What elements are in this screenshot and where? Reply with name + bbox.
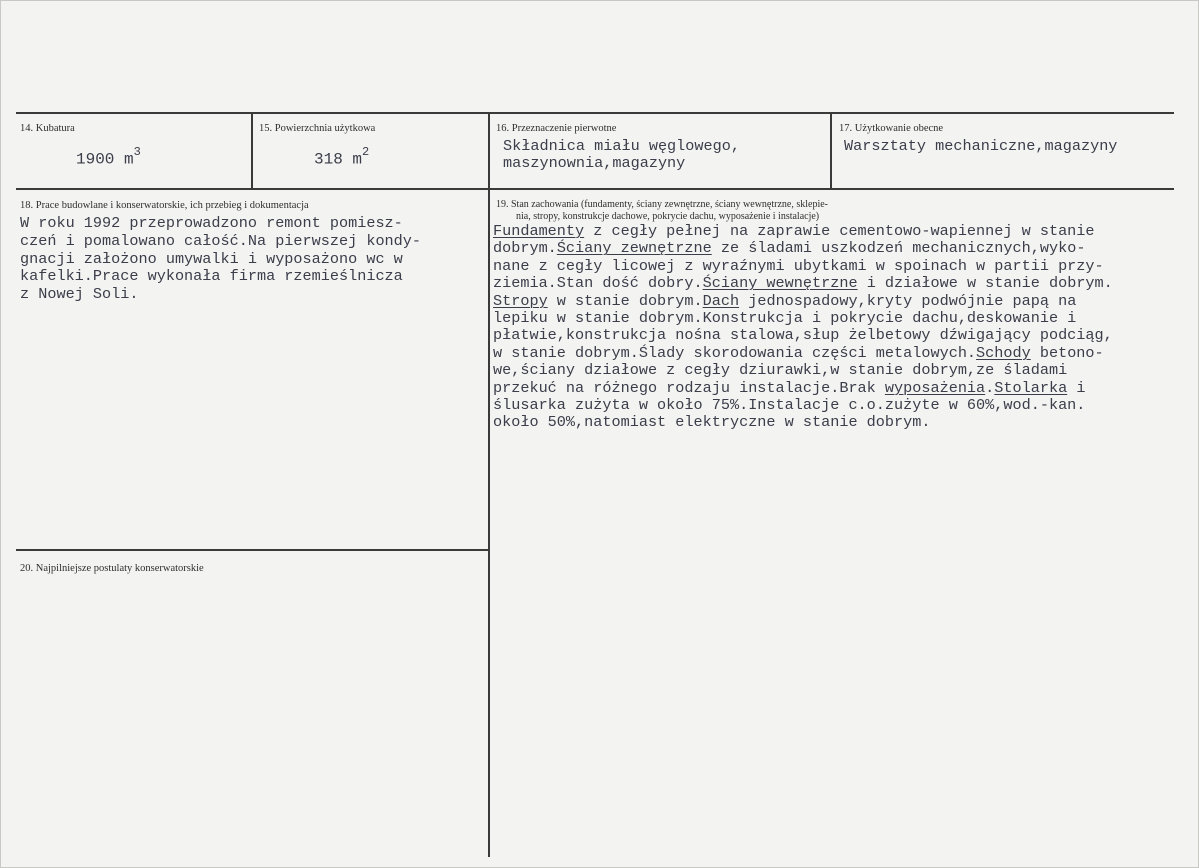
text-segment: ze śladami uszkodzeń mechanicznych,wyko- (711, 239, 1086, 258)
postulaty-label: 20. Najpilniejsze postulaty konserwatorskie (20, 563, 204, 574)
text-segment: z cegły pełnej na zaprawie cementowo-wapiennej w stanie (584, 222, 1095, 240)
underlined-term: Stolarka (994, 378, 1068, 397)
text-segment: około 50%,natomiast elektryczne w stanie dobrym. (493, 413, 931, 432)
text-segment: w stanie dobrym.Ślady skorodowania części metalowych. (493, 343, 977, 362)
underlined-term: Schody (976, 343, 1031, 362)
stan-line (493, 327, 1113, 344)
kubatura-number: 1900 m (76, 150, 134, 169)
stan-line (493, 345, 1104, 362)
divider-15-16 (488, 112, 490, 857)
kubatura-value (76, 146, 141, 169)
divider-16-17 (830, 112, 832, 190)
text-segment: w stanie dobrym. (547, 291, 703, 310)
stan-line (493, 240, 1085, 257)
powierzchnia-label: 15. Powierzchnia użytkowa (259, 123, 376, 134)
text-segment: dobrym. (493, 239, 557, 258)
underlined-term: Ściany zewnętrzne (556, 239, 712, 258)
powierzchnia-number: 318 m (314, 150, 363, 169)
stan-label (496, 199, 828, 223)
prace-line: czeń i pomalowano całość.Na pierwszej kondy- (20, 232, 422, 250)
stan-line (493, 223, 1095, 240)
powierzchnia-value (314, 146, 369, 169)
section-20-rule (16, 549, 488, 551)
przeznaczenie-label: 16. Przeznaczenie pierwotne (496, 123, 617, 134)
text-segment: ślusarka zużyta w około 75%.Instalacje c.o.zużyte w 60%,wod.-kan. (493, 396, 1086, 414)
prace-line: z Nowej Soli. (20, 285, 139, 303)
underlined-term: wyposażenia (884, 378, 986, 397)
stan-line (493, 275, 1113, 292)
stan-line (493, 362, 1067, 379)
prace-line: gnacji założono umywalki i wyposażono wc w (20, 250, 403, 268)
prace-line: W roku 1992 przeprowadzono remont pomiesz- (20, 214, 403, 232)
stan-line (493, 310, 1076, 327)
text-segment: i (1067, 378, 1086, 397)
uzytkowanie-label: 17. Użytkowanie obecne (839, 123, 944, 134)
stan-line (493, 258, 1104, 275)
stan-label-line-1: 19. Stan zachowania (fundamenty, ściany zewnętrzne, ściany wewnętrzne, sklepie- (496, 199, 828, 210)
powierzchnia-exponent: 2 (362, 145, 370, 159)
text-segment: jednospadowy,kryty podwójnie papą na (739, 291, 1077, 310)
text-segment: przekuć na różnego rodzaju instalacje.Brak (493, 378, 885, 397)
kubatura-label: 14. Kubatura (20, 123, 75, 134)
underlined-term: Fundamenty (493, 222, 585, 240)
stan-line (493, 414, 930, 431)
stan-label-line-2: nia, stropy, konstrukcje dachowe, pokrycie dachu, wyposażenie i instalacje) (516, 211, 820, 222)
divider-14-15 (251, 112, 253, 190)
top-rule (16, 112, 1174, 114)
kubatura-exponent: 3 (133, 145, 141, 159)
underlined-term: Stropy (493, 291, 548, 310)
stan-line (493, 293, 1076, 310)
uzytkowanie-value: Warsztaty mechaniczne,magazyny (844, 137, 1118, 155)
text-segment: płatwie,konstrukcja nośna stalowa,słup żelbetowy dźwigający podciąg, (493, 326, 1113, 345)
text-segment: we,ściany działowe z cegły dziurawki,w stanie dobrym,ze śladami (493, 361, 1068, 380)
underlined-term: Dach (702, 291, 740, 310)
prace-label: 18. Prace budowlane i konserwatorskie, ich przebieg i dokumentacja (20, 200, 309, 211)
text-segment: betono- (1030, 343, 1104, 362)
przeznaczenie-line-2: maszynownia,magazyny (503, 154, 686, 172)
text-segment: ziemia.Stan dość dobry. (493, 274, 703, 293)
text-segment: lepiku w stanie dobrym.Konstrukcja i pokrycie dachu,deskowanie i (493, 309, 1077, 327)
middle-rule (16, 188, 1174, 190)
underlined-term: Ściany wewnętrzne (702, 274, 858, 293)
prace-line: kafelki.Prace wykonała firma rzemieślnicza (20, 267, 403, 285)
stan-line (493, 397, 1085, 414)
stan-line (493, 380, 1085, 397)
text-segment: i działowe w stanie dobrym. (857, 274, 1113, 293)
text-segment: . (985, 378, 995, 397)
przeznaczenie-line-1: Składnica miału węglowego, (503, 137, 740, 155)
text-segment: nane z cegły licowej z wyraźnymi ubytkami w spoinach w partii przy- (493, 256, 1104, 275)
